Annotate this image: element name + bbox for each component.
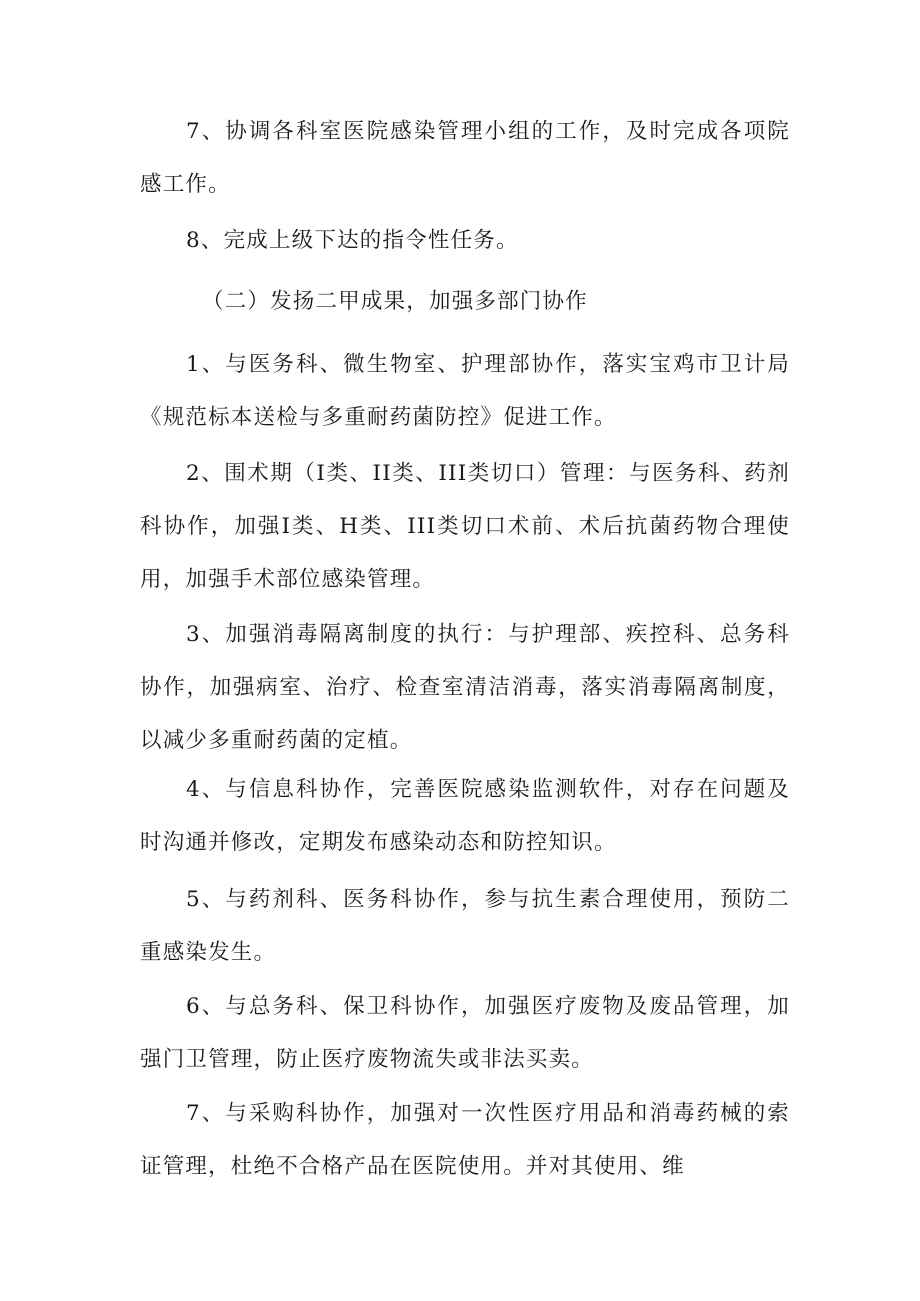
paragraph-item-7-procurement: 7、与采购科协作，加强对一次性医疗用品和消毒药械的索证管理，杜绝不合格产品在医院使用。并对其使用、维 <box>140 1101 790 1179</box>
paragraph-item-5-pharmacy: 5、与药剂科、医务科协作，参与抗生素合理使用，预防二重感染发生。 <box>140 887 790 965</box>
paragraph-item-3-disinfection: 3、加强消毒隔离制度的执行：与护理部、疾控科、总务科协作，加强病室、治疗、检查室清洁消毒，落实消毒隔离制度，以减少多重耐药菌的定植。 <box>140 622 790 753</box>
paragraph-item-6-waste: 6、与总务科、保卫科协作，加强医疗废物及废品管理，加强门卫管理，防止医疗废物流失或非法买卖。 <box>140 994 790 1072</box>
paragraph-item-8-tasks: 8、完成上级下达的指令性任务。 <box>186 228 519 253</box>
paragraph-item-4-information: 4、与信息科协作，完善医院感染监测软件，对存在问题及时沟通并修改，定期发布感染动态和防控知识。 <box>140 777 790 855</box>
section-heading: （二）发扬二甲成果，加强多部门协作 <box>202 289 588 314</box>
paragraph-item-2-perioperative: 2、围术期（I类、II类、III类切口）管理：与医务科、药剂科协作，加强I类、H类、III类切口术前、术后抗菌药物合理使用，加强手术部位感染管理。 <box>140 461 790 592</box>
paragraph-item-7-coordinate: 7、协调各科室医院感染管理小组的工作，及时完成各项院感工作。 <box>140 119 790 197</box>
paragraph-item-1-microbiology: 1、与医务科、微生物室、护理部协作，落实宝鸡市卫计局《规范标本送检与多重耐药菌防控》促进工作。 <box>140 352 790 430</box>
